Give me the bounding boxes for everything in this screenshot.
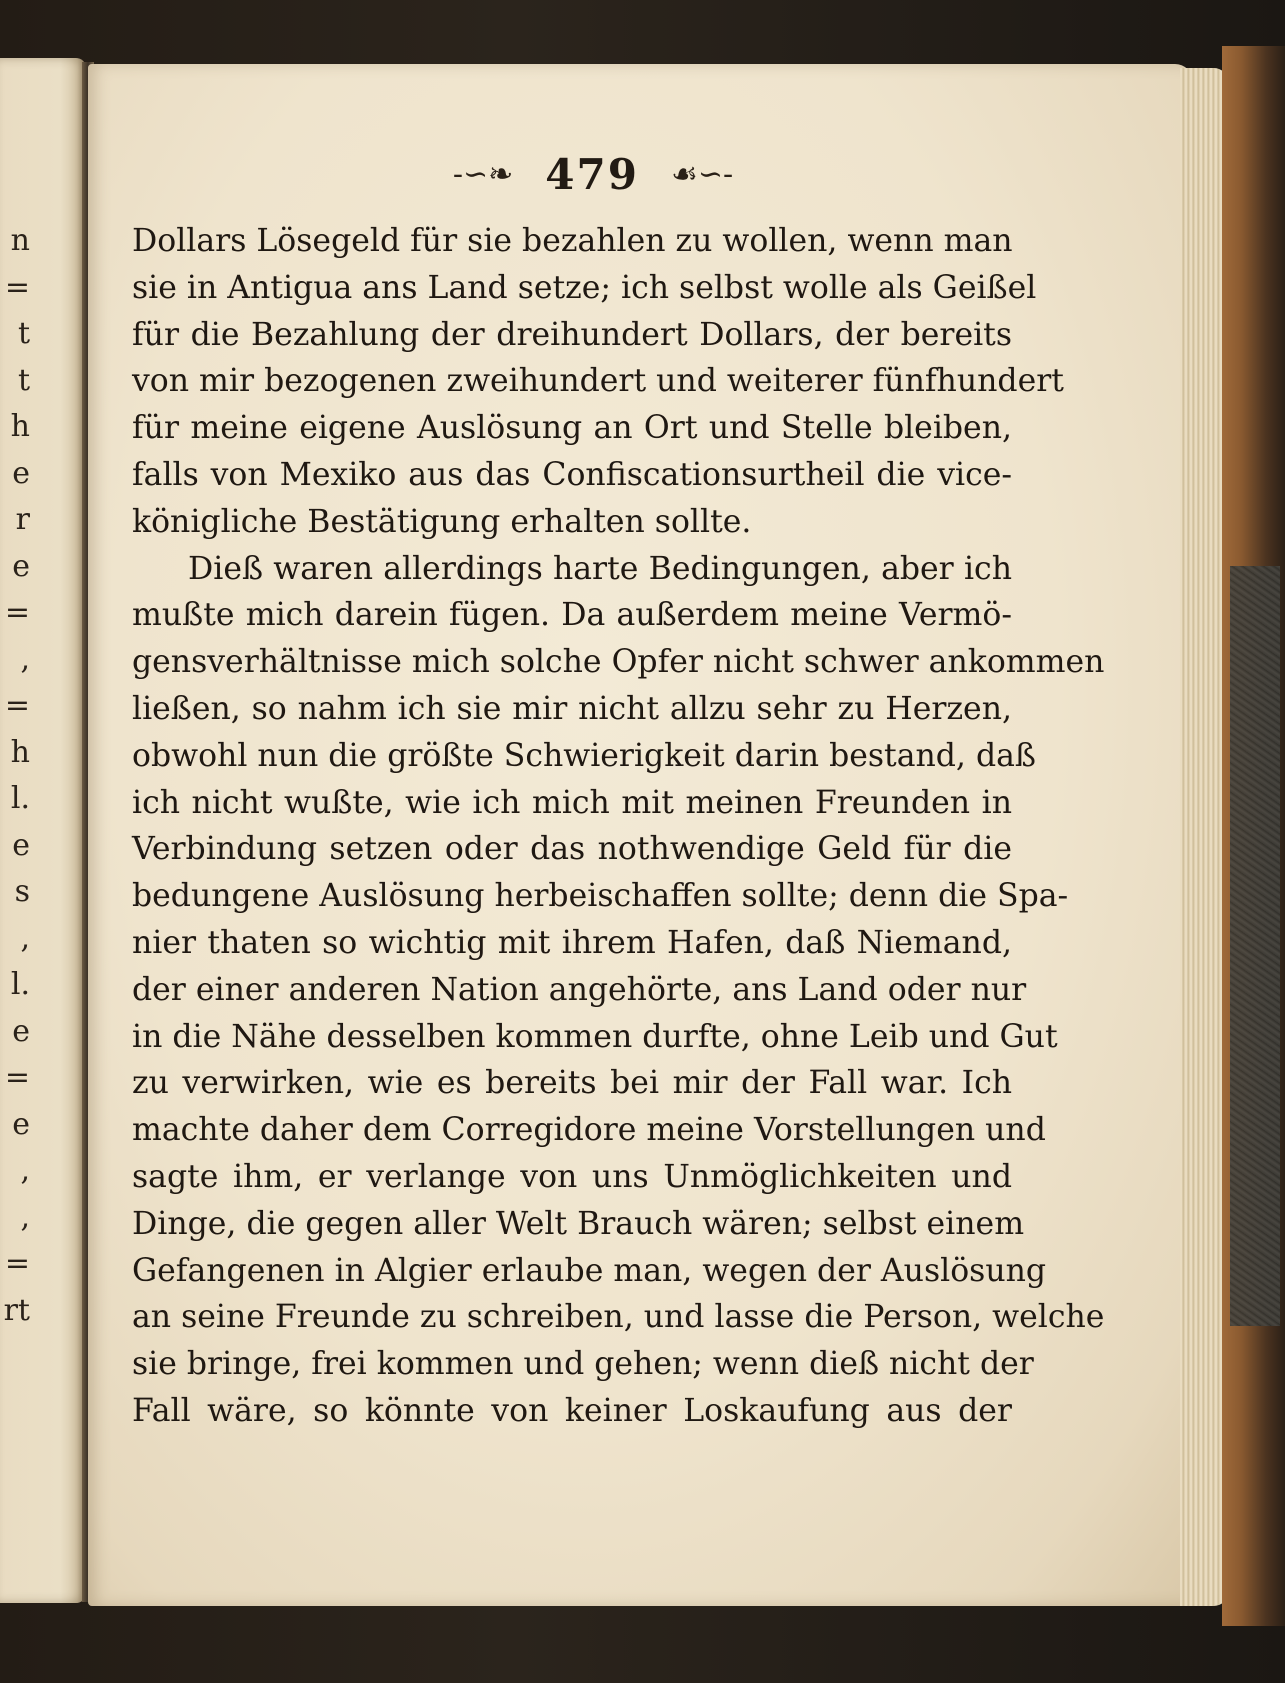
text-line: Gefangenen in Algier erlaube man, wegen der Auslösung: [132, 1252, 1047, 1289]
text-line: nier thaten so wichtig mit ihrem Hafen, daß Niemand,: [132, 924, 1012, 961]
text-line: zu verwirken, wie es bereits bei mir der Fall war. Ich: [132, 1065, 1012, 1102]
text-line: machte daher dem Corregidore meine Vorstellungen und: [132, 1112, 1046, 1149]
text-line: sagte ihm, er verlange von uns Unmöglichkeiten und: [132, 1158, 1012, 1195]
left-page-fragment: =: [4, 1060, 30, 1095]
text-line: Fall wäre, so könnte von keiner Loskaufung aus der: [132, 1392, 1012, 1429]
left-page-fragment: s: [14, 874, 30, 909]
page-stack-edges: [1180, 68, 1228, 1606]
left-page-fragment: e: [12, 548, 30, 584]
left-page-fragment: t: [17, 316, 30, 351]
left-page-fragment: e: [12, 1106, 30, 1142]
left-page-fragment: =: [4, 595, 30, 630]
text-line: mußte mich darein fügen. Da außerdem meine Vermö-: [132, 597, 1012, 634]
body-text: [132, 218, 1105, 1435]
left-page-fragment: e: [12, 827, 30, 863]
page-header: [88, 150, 1098, 210]
left-page-fragment: e: [12, 455, 30, 491]
text-line: falls von Mexiko aus das Confiscationsurtheil die vice-: [132, 456, 1012, 493]
text-line: sie in Antigua ans Land setze; ich selbst wolle als Geißel: [132, 269, 1037, 306]
text-line: gensverhältnisse mich solche Opfer nicht schwer ankommen: [132, 644, 1105, 681]
text-line: für die Bezahlung der dreihundert Dollars, der bereits: [132, 316, 1012, 353]
left-page-fragment: l.: [10, 967, 30, 1002]
left-page-fragment: r: [15, 502, 30, 537]
text-line: der einer anderen Nation angehörte, ans Land oder nur: [132, 971, 1027, 1008]
text-line: bedungene Auslösung herbeischaffen sollte; denn die Spa-: [132, 878, 1069, 915]
left-page-fragment: =: [4, 1246, 30, 1281]
left-page-fragment: ,: [20, 641, 30, 677]
ornament-left-icon: -∽❧: [452, 157, 514, 192]
ornament-right-icon: ☙∽-: [670, 157, 734, 192]
text-line: königliche Bestätigung erhalten sollte.: [132, 503, 752, 540]
left-page-fragment: h: [10, 409, 30, 444]
left-page-edge: [0, 58, 86, 1603]
left-page-fragment: =: [4, 688, 30, 723]
text-line: an seine Freunde zu schreiben, und lasse die Person, welche: [132, 1299, 1105, 1336]
text-line: obwohl nun die größte Schwierigkeit darin bestand, daß: [132, 737, 1036, 774]
left-page-fragment: t: [17, 362, 30, 398]
page-number: 479: [545, 150, 639, 199]
left-page-fragment: n: [10, 223, 30, 258]
left-page-fragment: h: [10, 734, 30, 770]
text-line: ließen, so nahm ich sie mir nicht allzu sehr zu Herzen,: [132, 690, 1012, 727]
text-line: Dieß waren allerdings harte Bedingungen, aber ich: [188, 550, 1012, 587]
text-line: in die Nähe desselben kommen durfte, ohne Leib und Gut: [132, 1018, 1058, 1055]
left-page-fragment: rt: [3, 1292, 30, 1328]
left-page-fragment: =: [4, 269, 30, 305]
left-page-fragment: e: [12, 1013, 30, 1049]
text-line: Dinge, die gegen aller Welt Brauch wären; selbst einem: [132, 1205, 1025, 1242]
text-line: Dollars Lösegeld für sie bezahlen zu wollen, wenn man: [132, 223, 1013, 259]
text-line: ich nicht wußte, wie ich mich mit meinen Freunden in: [132, 784, 1012, 821]
left-page-fragment: ,: [20, 1199, 30, 1235]
book-cover-edge: [1222, 46, 1285, 1626]
text-line: für meine eigene Auslösung an Ort und Stelle bleiben,: [132, 410, 1012, 447]
text-line: von mir bezogenen zweihundert und weiterer fünfhundert: [132, 363, 1064, 400]
left-page-fragment: ,: [20, 1153, 30, 1188]
left-page-fragment: ,: [20, 920, 30, 956]
text-line: sie bringe, frei kommen und gehen; wenn dieß nicht der: [132, 1346, 1034, 1383]
text-line: Verbindung setzen oder das nothwendige Geld für die: [132, 831, 1012, 868]
left-page-fragment: l.: [10, 781, 30, 816]
